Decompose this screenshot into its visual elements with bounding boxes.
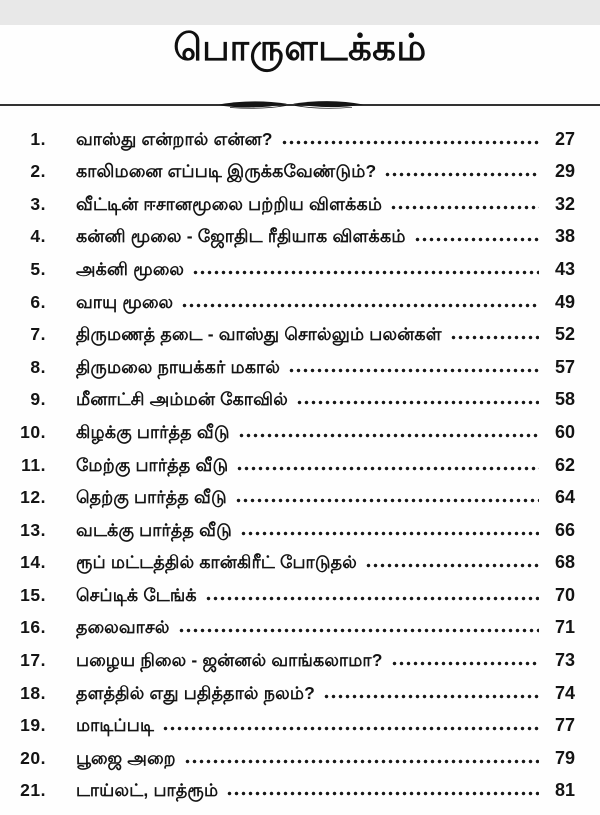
- toc-entry-title: வாஸ்து என்றால் என்ன?: [76, 128, 273, 149]
- toc-entry-page: 32: [554, 193, 575, 214]
- toc-entry-number: 6.: [30, 291, 46, 312]
- leader-dots: [392, 661, 539, 666]
- toc-entry: [0, 161, 575, 194]
- toc-entry: [0, 748, 575, 781]
- leader-dots: [289, 368, 539, 373]
- toc-entry: [0, 357, 575, 390]
- toc-entry-page: 73: [554, 650, 575, 671]
- left-spindle-ornament: [216, 101, 287, 107]
- leader-dots: [182, 303, 539, 308]
- toc-entry: [0, 259, 575, 292]
- toc-entry-title: அக்னி மூலை: [76, 258, 185, 279]
- toc-entry-number: 2.: [30, 161, 46, 182]
- toc-list: [0, 117, 600, 813]
- toc-entry: [0, 324, 575, 357]
- scanned-book-page: [0, 25, 600, 815]
- leader-dots: [163, 726, 539, 731]
- toc-entry-page: 71: [554, 617, 575, 638]
- toc-entry-page: 52: [554, 324, 575, 345]
- toc-entry-page: 43: [554, 258, 575, 279]
- toc-entry-number: 20.: [20, 747, 46, 768]
- leader-dots: [185, 759, 539, 764]
- toc-entry-page: 70: [554, 584, 575, 605]
- toc-entry-number: 5.: [30, 258, 46, 279]
- toc-entry-title: செப்டிக் டேங்க்: [76, 584, 197, 605]
- toc-entry-page: 38: [554, 226, 575, 247]
- toc-entry-title: திருமலை நாயக்கர் மகால்: [76, 356, 281, 377]
- leader-dots: [227, 791, 539, 796]
- leader-dots: [239, 433, 539, 438]
- toc-entry: [0, 683, 575, 716]
- leader-dots: [451, 335, 539, 340]
- toc-entry: [0, 194, 575, 227]
- page-title: பொருளடக்கம்: [173, 26, 427, 68]
- leader-dots: [415, 237, 539, 242]
- toc-entry-number: 14.: [20, 552, 46, 573]
- toc-entry: [0, 520, 575, 553]
- leader-dots: [282, 140, 539, 145]
- toc-entry-title: பழைய நிலை - ஜன்னல் வாங்கலாமா?: [76, 650, 383, 671]
- toc-entry: [0, 487, 575, 520]
- toc-entry-title: வாயு மூலை: [76, 291, 174, 312]
- leader-dots: [179, 628, 539, 633]
- toc-entry-number: 19.: [20, 715, 46, 736]
- toc-entry-page: 66: [554, 519, 575, 540]
- toc-entry-page: 29: [554, 161, 575, 182]
- toc-entry-title: டாய்லட், பாத்ரூம்: [76, 780, 219, 801]
- toc-entry: [0, 715, 575, 748]
- toc-entry-title: ரூப் மட்டத்தில் கான்கிரீட் போடுதல்: [76, 552, 357, 573]
- leader-dots: [385, 172, 539, 177]
- toc-entry-title: காலிமனை எப்படி இருக்கவேண்டும்?: [76, 161, 377, 182]
- toc-entry-title: கிழக்கு பார்த்த வீடு: [76, 421, 230, 442]
- leader-dots: [206, 596, 539, 601]
- leader-dots: [324, 694, 539, 699]
- toc-entry-page: 58: [554, 389, 575, 410]
- leader-dots: [193, 270, 539, 275]
- toc-entry-page: 27: [554, 128, 575, 149]
- toc-entry-title: மேற்கு பார்த்த வீடு: [76, 454, 229, 475]
- toc-entry-number: 13.: [20, 519, 46, 540]
- toc-entry: [0, 455, 575, 488]
- toc-entry-number: 7.: [30, 324, 46, 345]
- toc-entry-number: 1.: [30, 128, 46, 149]
- toc-entry: [0, 422, 575, 455]
- leader-dots: [241, 531, 539, 536]
- toc-entry-number: 21.: [20, 780, 46, 801]
- toc-entry-title: தளத்தில் எது பதித்தால் நலம்?: [76, 682, 316, 703]
- toc-entry-number: 11.: [21, 454, 46, 475]
- toc-entry-number: 3.: [30, 193, 46, 214]
- toc-entry-page: 64: [554, 487, 575, 508]
- leader-dots: [366, 563, 539, 568]
- leader-dots: [297, 400, 539, 405]
- toc-entry-number: 9.: [30, 389, 46, 410]
- toc-entry-number: 17.: [20, 650, 46, 671]
- right-spindle-ornament: [293, 101, 364, 107]
- toc-entry-page: 57: [554, 356, 575, 377]
- toc-entry: [0, 650, 575, 683]
- toc-entry-title: மீனாட்சி அம்மன் கோவில்: [76, 389, 288, 410]
- toc-entry: [0, 585, 575, 618]
- toc-entry: [0, 226, 575, 259]
- toc-entry-number: 16.: [20, 617, 46, 638]
- toc-entry-page: 79: [554, 747, 575, 768]
- toc-entry-title: தலைவாசல்: [76, 617, 170, 638]
- toc-entry: [0, 292, 575, 325]
- toc-entry-title: வடக்கு பார்த்த வீடு: [76, 519, 232, 540]
- toc-entry-page: 77: [554, 715, 575, 736]
- toc-entry: [0, 552, 575, 585]
- toc-entry-number: 4.: [30, 226, 46, 247]
- toc-entry-page: 81: [554, 780, 575, 801]
- toc-entry-page: 60: [554, 421, 575, 442]
- toc-entry-number: 15.: [20, 584, 46, 605]
- toc-entry-page: 74: [554, 682, 575, 703]
- toc-entry-title: திருமணத் தடை - வாஸ்து சொல்லும் பலன்கள்: [76, 324, 442, 345]
- spindle-divider: [0, 95, 600, 117]
- toc-entry-number: 18.: [20, 682, 46, 703]
- toc-entry: [0, 617, 575, 650]
- toc-entry-number: 8.: [30, 356, 46, 377]
- toc-entry: [0, 780, 575, 813]
- leader-dots: [391, 205, 539, 210]
- toc-entry: [0, 129, 575, 162]
- toc-entry-title: தெற்கு பார்த்த வீடு: [76, 487, 227, 508]
- toc-entry-page: 68: [554, 552, 575, 573]
- toc-entry-title: வீட்டின் ஈசானமூலை பற்றிய விளக்கம்: [76, 193, 383, 214]
- toc-entry-number: 10.: [20, 421, 46, 442]
- toc-entry-page: 62: [554, 454, 575, 475]
- toc-entry-title: மாடிப்படி: [76, 715, 155, 736]
- toc-entry-number: 12.: [20, 487, 46, 508]
- leader-dots: [237, 466, 539, 471]
- toc-entry: [0, 389, 575, 422]
- toc-entry-title: கன்னி மூலை - ஜோதிட ரீதியாக விளக்கம்: [76, 226, 406, 247]
- leader-dots: [236, 498, 539, 503]
- toc-entry-page: 49: [554, 291, 575, 312]
- toc-entry-title: பூஜை அறை: [76, 747, 176, 768]
